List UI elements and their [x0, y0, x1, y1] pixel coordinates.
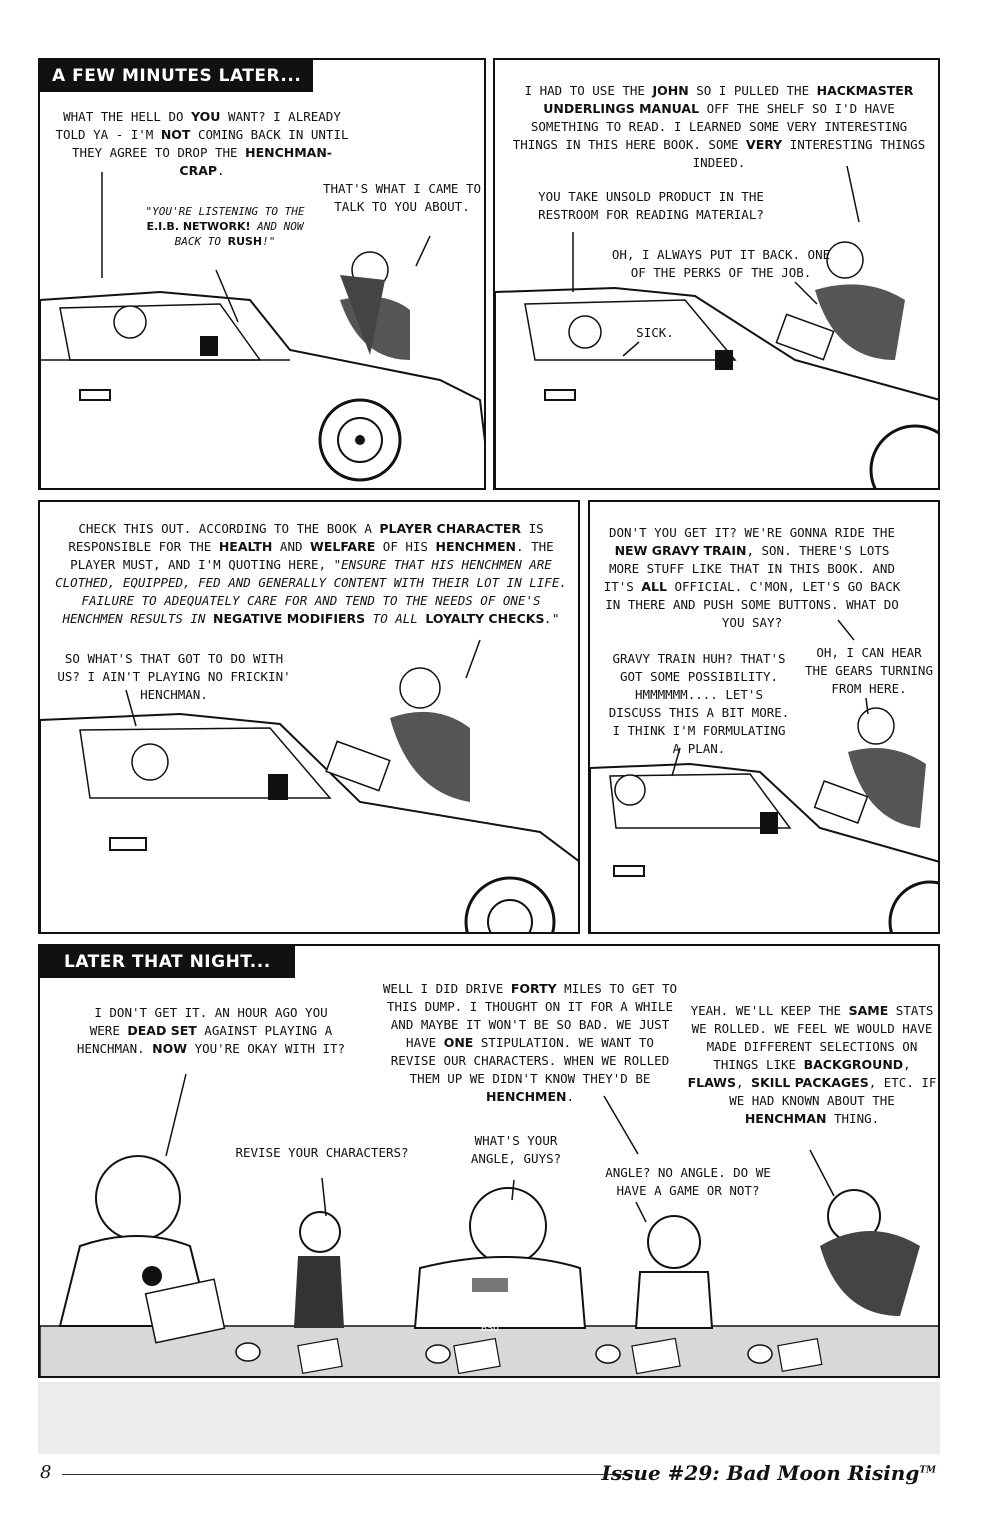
speech-hackmaster-manual: I HAD TO USE THE JOHN SO I PULLED THE HACKMASTER UNDERLINGS MANUAL OFF THE SHELF SO I'D HAVE SOMETHING TO READ. I LEARNED SOME VERY INTERESTING THINGS IN THIS HERE BOOK. SOME VERY INTERESTING THINGS INDEED.: [512, 83, 926, 170]
panel-2: [493, 58, 940, 490]
speech-gears-turning: OH, I CAN HEAR THE GEARS TURNING FROM HERE.: [805, 645, 933, 696]
speech-came-to-talk: THAT'S WHAT I CAME TO TALK TO YOU ABOUT.: [322, 181, 482, 214]
speech-driver-henchman-crap: WHAT THE HELL DO YOU WANT? I ALREADY TOLD YA - I'M NOT COMING BACK IN UNTIL THEY AGREE TO DROP THE HENCHMAN-CRAP.: [55, 109, 349, 178]
caption-later-that-night: LATER THAT NIGHT...: [40, 946, 295, 978]
speech-whats-your-angle: WHAT'S YOUR ANGLE, GUYS?: [470, 1133, 562, 1166]
speech-dead-set: I DON'T GET IT. AN HOUR AGO YOU WERE DEAD SET AGAINST PLAYING A HENCHMAN. NOW YOU'RE OKAY WITH IT?: [76, 1005, 346, 1056]
panel-5: [38, 944, 940, 1378]
page-number: 8: [40, 1462, 52, 1483]
speech-new-gravy-train: DON'T YOU GET IT? WE'RE GONNA RIDE THE NEW GRAVY TRAIN, SON. THERE'S LOTS MORE STUFF LIKE THAT IN THIS BOOK. AND IT'S ALL OFFICIAL. C'MON, LET'S GO BACK IN THERE AND PUSH SOME BUTTONS. WHAT DO YOU SAY?: [603, 525, 901, 630]
blank-band: [38, 1382, 940, 1454]
issue-title: Issue #29: Bad Moon Rising™: [601, 1461, 936, 1485]
panel-3: [38, 500, 580, 934]
shirt-logo: BSU: [480, 1323, 500, 1334]
speech-forty-miles: WELL I DID DRIVE FORTY MILES TO GET TO THIS DUMP. I THOUGHT ON IT FOR A WHILE AND MAYBE IT WON'T BE SO BAD. WE JUST HAVE ONE STIPULATION. WE WANT TO REVISE OUR CHARACTERS. WHEN WE ROLLED THEM UP WE DIDN'T KNOW THEY'D BE HENCHMEN.: [382, 981, 678, 1104]
speech-sick: SICK.: [636, 325, 674, 340]
speech-restroom-reading: YOU TAKE UNSOLD PRODUCT IN THE RESTROOM FOR READING MATERIAL?: [538, 189, 764, 222]
speech-player-character-rules: CHECK THIS OUT. ACCORDING TO THE BOOK A PLAYER CHARACTER IS RESPONSIBLE FOR THE HEALTH AND WELFARE OF HIS HENCHMEN. THE PLAYER MUST, AND I'M QUOTING HERE, "ENSURE THAT HIS HENCHMEN ARE CLOTHED, EQUIPPED, FED AND GENERALLY CONTENT WITH THEIR LOT IN LIFE. FAILURE TO ADEQUATELY CARE FOR AND TEND TO THE NEEDS OF ONE'S HENCHMEN RESULTS IN NEGATIVE MODIFIERS TO ALL LOYALTY CHECKS.": [55, 521, 567, 626]
panel-1: [38, 58, 486, 490]
footer-rule: [62, 1474, 632, 1475]
speech-aint-playing-henchman: SO WHAT'S THAT GOT TO DO WITH US? I AIN'T PLAYING NO FRICKIN' HENCHMAN.: [57, 651, 291, 702]
speech-revise-characters: REVISE YOUR CHARACTERS?: [235, 1145, 409, 1160]
speech-no-angle: ANGLE? NO ANGLE. DO WE HAVE A GAME OR NOT?: [605, 1165, 771, 1198]
caption-few-minutes-later: A FEW MINUTES LATER...: [40, 60, 313, 92]
speech-same-stats: YEAH. WE'LL KEEP THE SAME STATS WE ROLLED. WE FEEL WE WOULD HAVE MADE DIFFERENT SELECTIONS ON THINGS LIKE BACKGROUND, FLAWS, SKILL PACKAGES, ETC. IF WE HAD KNOWN ABOUT THE HENCHMAN THING.: [687, 1003, 937, 1126]
panel-4: [588, 500, 940, 934]
speech-perks-of-job: OH, I ALWAYS PUT IT BACK. ONE OF THE PERKS OF THE JOB.: [611, 247, 831, 280]
radio-text: "YOU'RE LISTENING TO THE E.I.B. NETWORK! AND NOW BACK TO RUSH!": [145, 205, 305, 248]
speech-formulating-plan: GRAVY TRAIN HUH? THAT'S GOT SOME POSSIBILITY. HMMMMMM.... LET'S DISCUSS THIS A BIT MORE. I THINK I'M FORMULATING A PLAN.: [608, 651, 790, 756]
